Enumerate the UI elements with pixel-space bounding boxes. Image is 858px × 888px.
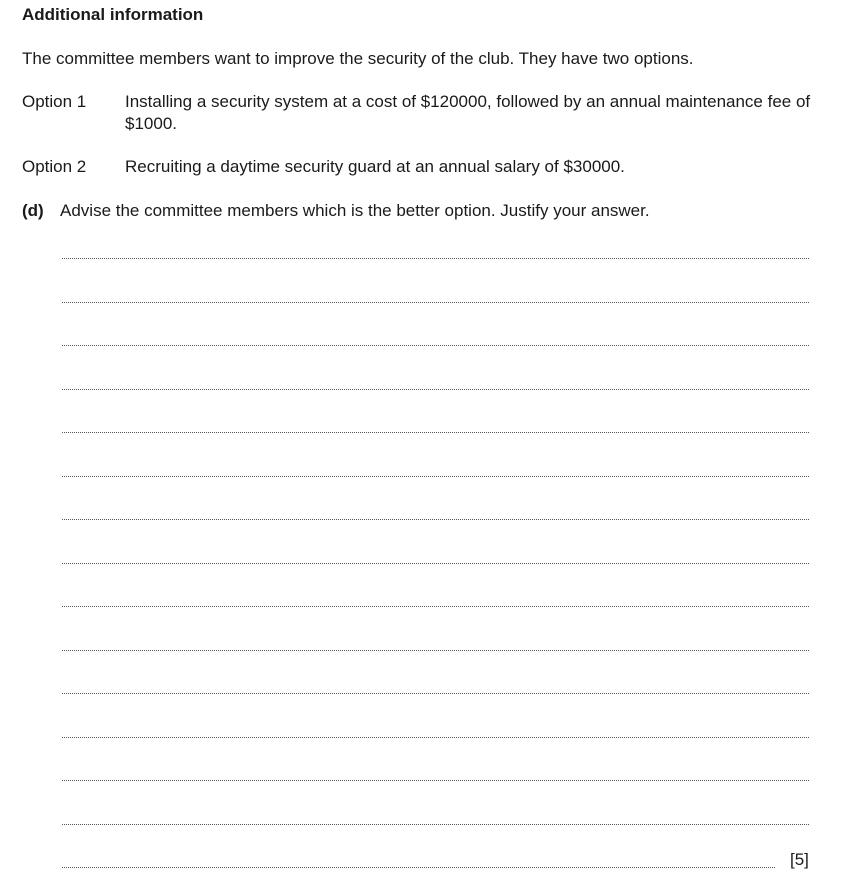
answer-line[interactable] [62,780,809,781]
answer-line[interactable] [62,824,809,825]
answer-line[interactable] [62,867,775,868]
answer-line[interactable] [62,519,809,520]
answer-line[interactable] [62,389,809,390]
option-1-label: Option 1 [22,92,87,111]
question-text: Advise the committee members which is the better option. Justify your answer. [60,201,650,220]
option-1 [22,91,822,135]
answer-line[interactable] [62,737,809,738]
answer-line[interactable] [62,606,809,607]
answer-line[interactable] [62,432,809,433]
answer-line[interactable] [62,650,809,651]
question-label: (d) [22,201,44,220]
option-2 [22,156,822,178]
heading-additional-information: Additional information [22,5,204,24]
intro-text: The committee members want to improve the security of the club. They have two options. [22,49,694,68]
answer-line[interactable] [62,563,809,564]
answer-line[interactable] [62,476,809,477]
option-1-text: Installing a security system at a cost of $120000, followed by an annual maintenance fee of $1000. [125,92,811,133]
option-2-text: Recruiting a daytime security guard at an annual salary of $30000. [125,157,625,176]
marks-label: [5] [790,850,809,869]
option-2-label: Option 2 [22,157,87,176]
answer-line[interactable] [62,258,809,259]
answer-line[interactable] [62,302,809,303]
answer-line[interactable] [62,693,809,694]
answer-line[interactable] [62,345,809,346]
question-d [22,200,650,222]
